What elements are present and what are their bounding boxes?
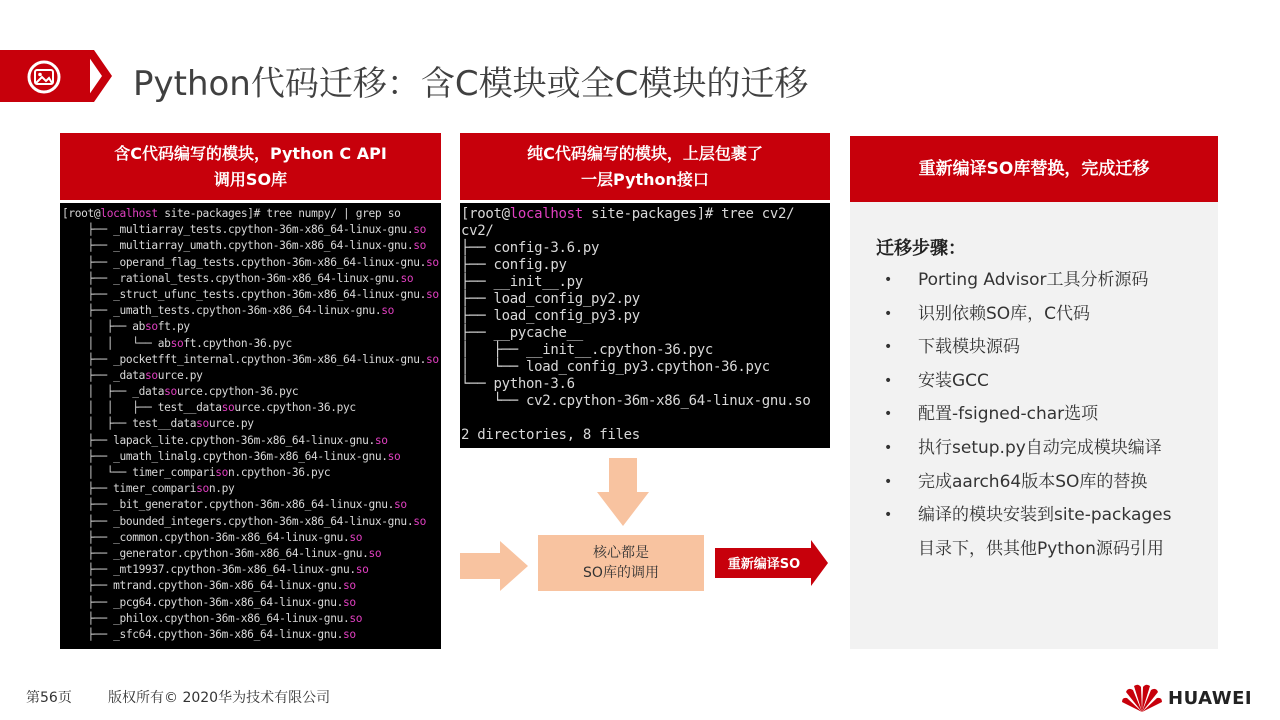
terminal-highlight: so <box>381 304 395 318</box>
terminal-highlight: so <box>387 449 401 463</box>
recompile-label: 重新编译SO <box>727 557 801 572</box>
terminal-line <box>62 400 441 416</box>
step-item <box>884 432 1214 466</box>
column-header-line: 含C代码编写的模块，Python C API <box>114 143 387 163</box>
terminal-text: └── cv2.cpython-36m-x86_64-linux-gnu.so <box>461 393 811 409</box>
terminal-line <box>461 274 830 291</box>
huawei-logo-icon <box>1120 682 1164 714</box>
step-item <box>884 264 1214 298</box>
terminal-text: [root@ <box>461 206 510 222</box>
terminal-text: ├── _umath_tests.cpython-36m-x86_64-linux-gnu. <box>62 304 382 318</box>
terminal-text: ├── _common.cpython-36m-x86_64-linux-gnu. <box>62 530 350 544</box>
terminal-text: ├── _rational_tests.cpython-36m-x86_64-linux-gnu. <box>62 271 401 285</box>
terminal-line <box>461 206 830 223</box>
terminal-text: ├── _umath_linalg.cpython-36m-x86_64-linux-gnu. <box>62 449 388 463</box>
terminal-cv2-tree <box>460 203 830 448</box>
terminal-line <box>62 319 441 335</box>
terminal-line <box>62 611 441 627</box>
terminal-line <box>461 342 830 359</box>
bullet-icon: • <box>884 473 893 490</box>
terminal-text: ├── _data <box>62 368 146 382</box>
terminal-text: urce.py <box>208 417 254 431</box>
core-so-call-box <box>538 535 704 591</box>
terminal-text: ├── _mt19937.cpython-36m-x86_64-linux-gnu. <box>62 563 356 577</box>
step-text: 下载模块源码 <box>918 337 1020 358</box>
column-header-line: 重新编译SO库替换，完成迁移 <box>918 159 1150 179</box>
step-item <box>884 499 1214 533</box>
terminal-text: ├── config.py <box>461 257 567 273</box>
terminal-line <box>62 433 441 449</box>
terminal-line <box>62 255 441 271</box>
terminal-text: │ ├── _data <box>62 385 165 399</box>
bullet-icon: • <box>884 339 893 356</box>
terminal-text: ├── __init__.py <box>461 274 583 290</box>
bullet-icon: • <box>884 372 893 389</box>
step-item <box>884 365 1214 399</box>
bullet-icon: • <box>884 507 893 524</box>
terminal-text: ├── _pcg64.cpython-36m-x86_64-linux-gnu. <box>62 595 343 609</box>
terminal-line <box>62 352 441 368</box>
terminal-highlight: so <box>425 352 439 366</box>
terminal-text: urce.py <box>157 368 203 382</box>
terminal-highlight: so <box>394 498 407 512</box>
terminal-highlight: so <box>413 223 426 237</box>
terminal-text: ├── _multiarray_tests.cpython-36m-x86_64-linux-gnu. <box>62 223 414 237</box>
terminal-line <box>62 287 441 303</box>
terminal-highlight: so <box>215 466 229 479</box>
steps-title: 迁移步骤： <box>876 238 966 259</box>
terminal-line <box>461 240 830 257</box>
terminal-text: │ │ └── ab <box>62 336 171 350</box>
terminal-highlight: so <box>425 255 439 269</box>
page-number: 第56页 <box>26 690 72 706</box>
terminal-text: │ ├── test__data <box>62 417 197 431</box>
terminal-text: ft.cpython-36.pyc <box>183 336 292 350</box>
column-header-pure-c-module <box>460 133 830 200</box>
column-header-line: 一层Python接口 <box>581 169 709 189</box>
terminal-line <box>62 271 441 287</box>
terminal-line <box>461 376 830 393</box>
terminal-text: │ │ ├── test__data <box>62 401 222 415</box>
steps-list <box>884 264 1214 566</box>
terminal-text: ├── _bit_generator.cpython-36m-x86_64-linux-gnu. <box>62 498 395 512</box>
terminal-text: [root@ <box>62 207 101 220</box>
step-text: 安装GCC <box>918 370 989 391</box>
page-title: Python代码迁移：含C模块或全C模块的迁移 <box>133 64 809 104</box>
terminal-highlight: so <box>349 611 363 625</box>
step-item <box>884 398 1214 432</box>
step-item <box>884 466 1214 500</box>
terminal-highlight: localhost <box>509 206 583 222</box>
column-header-c-module <box>60 133 441 200</box>
terminal-highlight: so <box>374 433 388 447</box>
terminal-text: │ └── load_config_py3.cpython-36.pyc <box>461 359 770 375</box>
arrow-right-icon <box>460 541 528 591</box>
terminal-highlight: so <box>342 627 356 641</box>
terminal-line <box>62 514 441 530</box>
image-icon <box>26 59 62 95</box>
terminal-highlight: so <box>196 482 209 496</box>
terminal-text: ft.py <box>157 320 190 334</box>
terminal-line <box>62 303 441 319</box>
bullet-icon: • <box>884 439 893 456</box>
terminal-line <box>461 257 830 274</box>
terminal-text: n.cpython-36.pyc <box>228 466 331 479</box>
terminal-line <box>62 627 441 643</box>
core-box-line: 核心都是 <box>593 545 649 561</box>
terminal-text: ├── timer_compari <box>62 482 197 496</box>
terminal-line <box>62 449 441 465</box>
column-header-line: 纯C代码编写的模块，上层包裹了 <box>527 143 763 163</box>
bullet-icon: • <box>884 272 893 288</box>
step-text: 目录下，供其他Python源码引用 <box>918 538 1164 559</box>
terminal-line <box>62 416 441 432</box>
step-text: 识别依赖SO库，C代码 <box>918 303 1091 324</box>
terminal-line <box>461 393 830 410</box>
terminal-text: ├── load_config_py2.py <box>461 291 640 307</box>
terminal-line <box>62 384 441 400</box>
terminal-line <box>62 481 441 497</box>
terminal-text: │ ├── __init__.cpython-36.pyc <box>461 342 713 358</box>
terminal-text: ├── mtrand.cpython-36m-x86_64-linux-gnu. <box>62 579 343 593</box>
terminal-highlight: so <box>425 287 439 301</box>
step-item <box>884 298 1214 332</box>
terminal-text: ├── lapack_lite.cpython-36m-x86_64-linux-gnu. <box>62 433 375 447</box>
terminal-line <box>62 222 441 238</box>
terminal-highlight: so <box>413 514 426 528</box>
terminal-line <box>62 238 441 254</box>
terminal-highlight: so <box>170 336 184 350</box>
terminal-line <box>461 223 830 240</box>
terminal-text: ├── _multiarray_umath.cpython-36m-x86_64-linux-gnu. <box>62 239 414 253</box>
terminal-text: ├── __pycache__ <box>461 325 583 341</box>
terminal-text: ├── _generator.cpython-36m-x86_64-linux-gnu. <box>62 546 369 560</box>
terminal-line <box>62 562 441 578</box>
terminal-line <box>62 530 441 546</box>
terminal-line <box>461 291 830 308</box>
terminal-highlight: so <box>355 563 369 577</box>
terminal-line <box>62 578 441 594</box>
terminal-text: ├── _sfc64.cpython-36m-x86_64-linux-gnu. <box>62 627 343 641</box>
terminal-line <box>62 206 441 222</box>
terminal-text: │ ├── ab <box>62 320 146 334</box>
bullet-icon: • <box>884 406 893 423</box>
step-item <box>884 533 1214 567</box>
terminal-numpy-tree <box>60 203 441 649</box>
copyright: 版权所有© 2020华为技术有限公司 <box>108 690 331 706</box>
title-chevron-icon <box>84 50 114 102</box>
terminal-line <box>62 546 441 562</box>
column-header-line: 调用SO库 <box>213 169 288 189</box>
terminal-text: 2 directories, 8 files <box>461 427 640 443</box>
step-text: 完成aarch64版本SO库的替换 <box>918 471 1148 492</box>
terminal-line <box>62 497 441 513</box>
step-item <box>884 331 1214 365</box>
terminal-text: ├── _bounded_integers.cpython-36m-x86_64-linux-gnu. <box>62 514 414 528</box>
terminal-text: └── python-3.6 <box>461 376 575 392</box>
terminal-line <box>461 410 830 427</box>
terminal-text: ├── config-3.6.py <box>461 240 600 256</box>
terminal-text: urce.cpython-36.pyc <box>234 401 356 415</box>
step-text: Porting Advisor工具分析源码 <box>918 270 1149 290</box>
terminal-text: urce.cpython-36.pyc <box>176 385 299 399</box>
bullet-icon: • <box>884 305 893 322</box>
terminal-line <box>62 595 441 611</box>
step-text: 配置-fsigned-char选项 <box>918 404 1099 425</box>
terminal-text: ├── _operand_flag_tests.cpython-36m-x86_64-linux-gnu. <box>62 255 426 269</box>
terminal-highlight: so <box>164 385 177 399</box>
terminal-text: ├── _philox.cpython-36m-x86_64-linux-gnu. <box>62 611 350 625</box>
terminal-line <box>62 465 441 481</box>
terminal-highlight: so <box>342 579 356 593</box>
terminal-highlight: so <box>400 271 414 285</box>
brand-name: HUAWEI <box>1168 688 1253 709</box>
step-text: 执行setup.py自动完成模块编译 <box>918 437 1162 458</box>
terminal-line <box>461 427 830 444</box>
column-header-recompile <box>850 136 1218 202</box>
terminal-line <box>461 359 830 376</box>
terminal-line <box>461 308 830 325</box>
terminal-highlight: so <box>349 530 363 544</box>
terminal-line <box>62 336 441 352</box>
arrow-down-icon <box>597 458 649 526</box>
terminal-highlight: so <box>221 401 235 415</box>
terminal-text: site-packages]# tree cv2/ <box>582 206 795 222</box>
terminal-highlight: so <box>368 546 382 560</box>
terminal-highlight: so <box>145 368 158 382</box>
terminal-text: ├── _struct_ufunc_tests.cpython-36m-x86_64-linux-gnu. <box>62 287 426 301</box>
terminal-text: cv2/ <box>461 223 494 239</box>
terminal-highlight: so <box>342 595 356 609</box>
terminal-text: site-packages]# tree numpy/ | grep so <box>157 207 401 220</box>
terminal-text: n.py <box>208 482 235 496</box>
terminal-text: ├── _pocketfft_internal.cpython-36m-x86_64-linux-gnu. <box>62 352 426 366</box>
terminal-highlight: so <box>145 320 158 334</box>
terminal-line <box>461 325 830 342</box>
terminal-text: │ └── timer_compari <box>62 466 216 479</box>
terminal-highlight: so <box>413 239 426 253</box>
terminal-highlight: so <box>196 417 209 431</box>
terminal-line <box>62 368 441 384</box>
terminal-highlight: localhost <box>100 207 158 220</box>
step-text: 编译的模块安装到site-packages <box>918 505 1172 526</box>
terminal-text: ├── load_config_py3.py <box>461 308 640 324</box>
core-box-line: SO库的调用 <box>583 565 659 581</box>
